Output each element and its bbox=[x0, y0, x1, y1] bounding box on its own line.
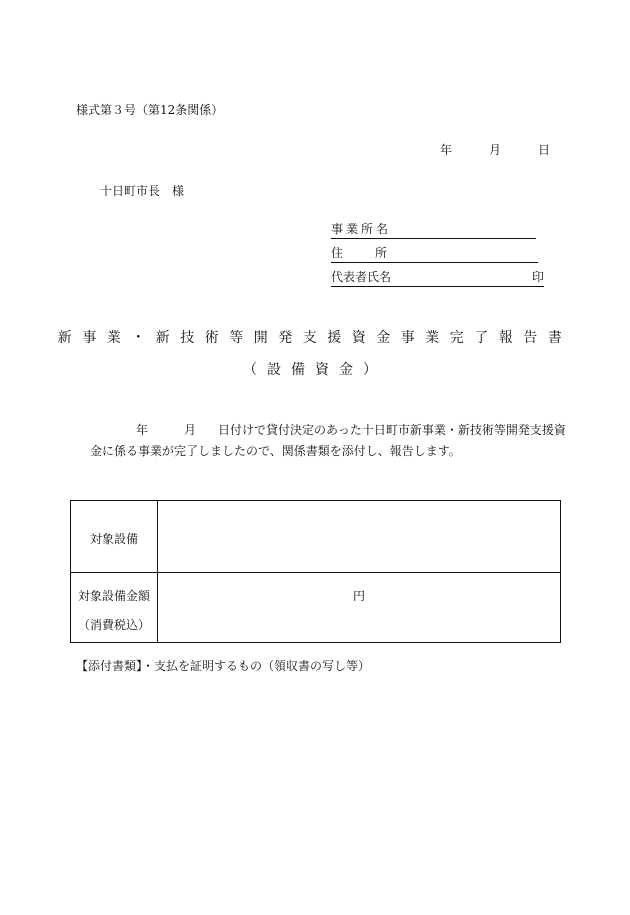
body-month-label: 月 bbox=[184, 423, 197, 437]
address-label-part-1: 住 bbox=[331, 246, 344, 260]
amount-label: 対象設備金額 bbox=[77, 589, 150, 603]
date-line bbox=[440, 141, 550, 158]
address-field bbox=[331, 246, 538, 263]
equipment-table bbox=[70, 500, 561, 643]
representative-label: 代表者氏名 bbox=[331, 270, 392, 284]
equipment-label: 対象設備 bbox=[89, 532, 138, 546]
form-number: 様式第３号（第12条関係） bbox=[76, 103, 224, 117]
address-label bbox=[331, 246, 387, 261]
office-name-field bbox=[331, 222, 536, 239]
representative-field bbox=[331, 270, 544, 287]
attachments-items: ・支払を証明するもの（領収書の写し等） bbox=[142, 659, 371, 673]
seal-mark: 印 bbox=[531, 270, 544, 284]
date-month-label: 月 bbox=[489, 143, 502, 157]
office-name-label: 事業所名 bbox=[331, 222, 392, 236]
body-text-line-2: 金に係る事業が完了しましたので、関係書類を添付し、報告します。 bbox=[90, 444, 461, 458]
yen-unit-label: 円 bbox=[352, 589, 365, 603]
date-year-label: 年 bbox=[440, 143, 453, 157]
equipment-header-cell bbox=[71, 501, 158, 572]
amount-header-cell bbox=[71, 573, 158, 642]
body-text-line-1 bbox=[100, 421, 566, 438]
equipment-value-cell[interactable] bbox=[158, 501, 560, 572]
document-title: 新事業・新技術等開発支援資金事業完了報告書 bbox=[57, 330, 573, 346]
amount-value-cell[interactable] bbox=[158, 573, 560, 642]
equipment-row bbox=[71, 501, 560, 573]
body-year-label: 年 bbox=[136, 423, 149, 437]
attachments-note bbox=[76, 657, 370, 674]
body-text-rest: 日付けで貸付決定のあった十日町市新事業・新技術等開発支援資 bbox=[218, 423, 566, 437]
document-subtitle: （設備資金） bbox=[243, 362, 387, 378]
addressee: 十日町市長 様 bbox=[100, 184, 185, 198]
attachments-label: 【添付書類】 bbox=[76, 659, 143, 673]
address-label-part-2: 所 bbox=[375, 246, 388, 260]
tax-included-note: （消費税込） bbox=[77, 618, 150, 632]
amount-row bbox=[71, 573, 560, 642]
date-day-label: 日 bbox=[538, 143, 551, 157]
